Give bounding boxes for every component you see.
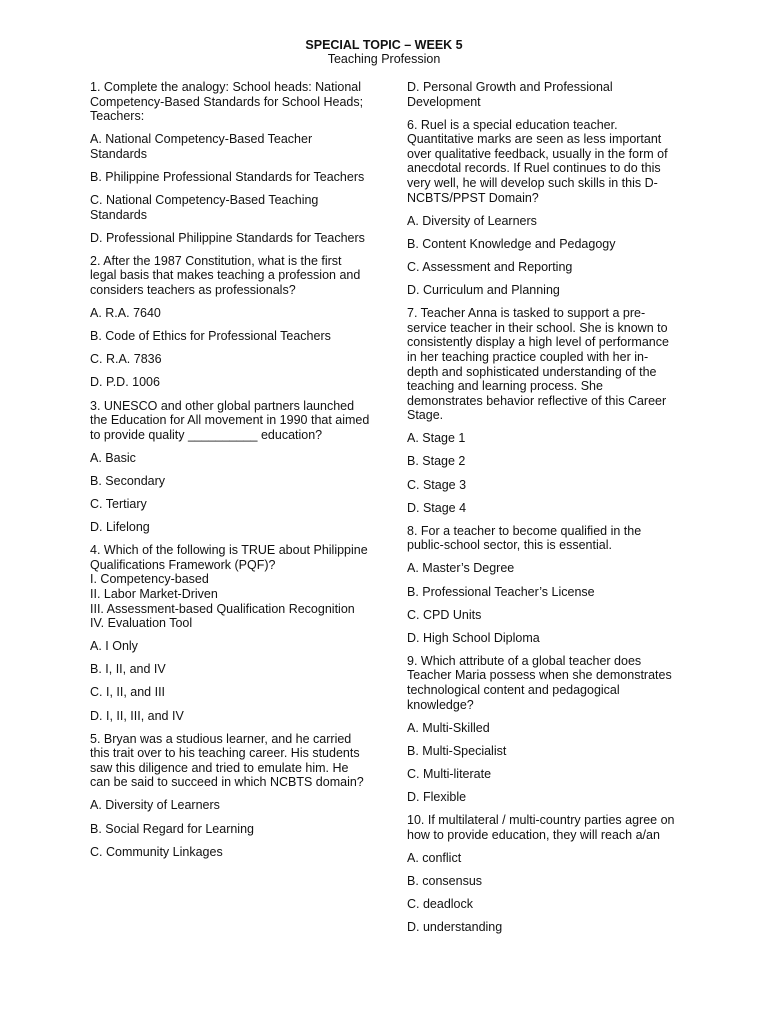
option: C. Assessment and Reporting	[407, 259, 573, 274]
question-3: 3. UNESCO and other global partners launched the Education for All movement in 1990 that aimed to provide quality __________ education?	[90, 398, 370, 442]
option: B. Content Knowledge and Pedagogy	[407, 236, 616, 251]
option: B. Social Regard for Learning	[90, 821, 254, 836]
option: C. National Competency-Based Teaching Standards	[90, 193, 319, 222]
option: A. conflict	[407, 850, 462, 865]
page-subtitle: Teaching Profession	[327, 52, 441, 66]
option: D. High School Diploma	[407, 630, 540, 645]
option: B. consensus	[407, 873, 483, 888]
option: C. Community Linkages	[90, 844, 223, 859]
option: D. Personal Growth and Professional Development	[407, 80, 613, 109]
question-1: 1. Complete the analogy: School heads: National Competency-Based Standards for School Heads; Teachers:	[90, 80, 364, 124]
option: A. R.A. 7640	[90, 306, 161, 321]
option: A. Basic	[90, 450, 136, 465]
option: A. National Competency-Based Teacher Standards	[90, 132, 313, 161]
question-2: 2. After the 1987 Constitution, what is the first legal basis that makes teaching a profession and considers teachers as professionals?	[90, 253, 361, 298]
option: A. Master’s Degree	[407, 561, 515, 576]
option: C. R.A. 7836	[90, 352, 162, 367]
option: D. Flexible	[407, 789, 467, 804]
option: B. Professional Teacher’s License	[407, 584, 595, 599]
page-title: SPECIAL TOPIC – WEEK 5	[305, 38, 463, 52]
option: A. Diversity of Learners	[90, 798, 220, 813]
option: C. Stage 3	[407, 477, 467, 492]
question-10: 10. If multilateral / multi-country parties agree on how to provide education, they will reach a/an	[407, 813, 675, 842]
option: D. Stage 4	[407, 500, 467, 515]
question-4: 4. Which of the following is TRUE about Philippine Qualifications Framework (PQF)? I. Competency-based II. Labor Market-Driven III. Assessment-based Qualification Recognition IV. Evaluation Tool	[90, 543, 368, 631]
left-column	[90, 80, 370, 868]
question-5: 5. Bryan was a studious learner, and he carried this trait over to his teaching career. His students saw this diligence and tried to emulate him. He can be said to succeed in which NCBTS domain?	[90, 731, 364, 790]
option: D. Professional Philippine Standards for Teachers	[90, 230, 365, 245]
option: B. Philippine Professional Standards for Teachers	[90, 169, 365, 184]
option: A. I Only	[90, 639, 138, 654]
option: D. Lifelong	[90, 520, 150, 535]
option: D. P.D. 1006	[90, 375, 160, 390]
option: B. Secondary	[90, 473, 166, 488]
option: D. Curriculum and Planning	[407, 283, 560, 298]
option: D. understanding	[407, 920, 503, 935]
option: A. Stage 1	[407, 431, 466, 446]
option: B. Stage 2	[407, 454, 466, 469]
option: D. I, II, III, and IV	[90, 708, 184, 723]
question-6: 6. Ruel is a special education teacher. Quantitative marks are seen as less important over qualitative feedback, usually in the form of anecdotal records. If Ruel continues to do this very well, he will develop such skills in this D-NCBTS/PPST Domain?	[407, 117, 668, 205]
question-8: 8. For a teacher to become qualified in the public-school sector, this is essential.	[407, 523, 642, 553]
question-7: 7. Teacher Anna is tasked to support a pre-service teacher in their school. She is known to consistently display a high level of performance in her teaching practice coupled with her in-depth and sophisticated understanding of the teaching and learning process. She demonstrates behavior reflective of this Career Stage.	[407, 306, 669, 423]
option: B. Multi-Specialist	[407, 743, 507, 758]
question-9: 9. Which attribute of a global teacher does Teacher Maria possess when she demonstrates technological content and pedagogical knowledge?	[407, 653, 672, 712]
option: C. Multi-literate	[407, 766, 492, 781]
option: C. CPD Units	[407, 607, 482, 622]
option: A. Diversity of Learners	[407, 213, 537, 228]
option: C. deadlock	[407, 896, 474, 911]
option: C. Tertiary	[90, 496, 147, 511]
option: C. I, II, and III	[90, 685, 166, 700]
option: A. Multi-Skilled	[407, 720, 490, 735]
option: B. Code of Ethics for Professional Teachers	[90, 329, 331, 344]
option: B. I, II, and IV	[90, 662, 166, 677]
right-column	[407, 80, 679, 943]
